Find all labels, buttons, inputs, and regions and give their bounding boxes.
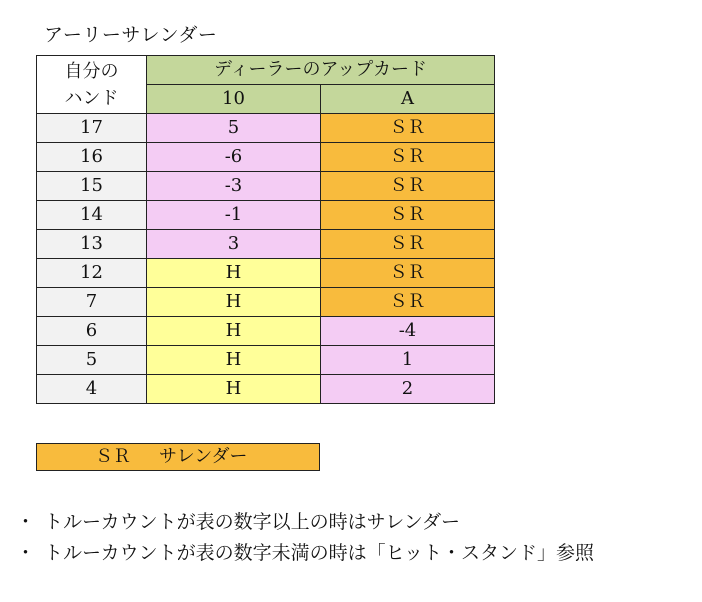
note-line	[16, 538, 594, 565]
dealer-a-cell: 1	[321, 346, 495, 375]
table-row	[37, 114, 495, 143]
dealer-upcard-header: ディーラーのアップカード	[147, 56, 495, 85]
legend-surrender	[36, 443, 320, 471]
dealer-10-cell: H	[147, 346, 321, 375]
dealer-a-cell: ＳＲ	[321, 288, 495, 317]
note-text: トルーカウントが表の数字未満の時は「ヒット・スタンド」参照	[44, 542, 595, 564]
hand-cell: 17	[37, 114, 147, 143]
hand-header-line2: ハンド	[64, 87, 119, 109]
table-row	[37, 201, 495, 230]
table-row	[37, 346, 495, 375]
dealer-10-cell: H	[147, 375, 321, 404]
dealer-10-cell: 5	[147, 114, 321, 143]
table-row	[37, 230, 495, 259]
hand-header-line1: 自分の	[64, 60, 119, 82]
table-row	[37, 375, 495, 404]
note-text: トルーカウントが表の数字以上の時はサレンダー	[44, 511, 461, 533]
dealer-10-cell: H	[147, 288, 321, 317]
dealer-10-cell: H	[147, 259, 321, 288]
hand-cell: 12	[37, 259, 147, 288]
dealer-a-cell: ＳＲ	[321, 259, 495, 288]
dealer-a-cell: ＳＲ	[321, 172, 495, 201]
hand-cell: 6	[37, 317, 147, 346]
dealer-a-cell: ＳＲ	[321, 230, 495, 259]
hand-header-cell	[37, 56, 147, 114]
hand-cell: 4	[37, 375, 147, 404]
dealer-10-cell: -3	[147, 172, 321, 201]
dealer-10-cell: -6	[147, 143, 321, 172]
dealer-column-10: 10	[147, 85, 321, 114]
dealer-a-cell: ＳＲ	[321, 114, 495, 143]
dealer-a-cell: 2	[321, 375, 495, 404]
dealer-10-cell: H	[147, 317, 321, 346]
dealer-a-cell: ＳＲ	[321, 201, 495, 230]
table-row	[37, 317, 495, 346]
note-bullet: ・	[16, 511, 36, 533]
dealer-column-a: A	[321, 85, 495, 114]
table-row	[37, 259, 495, 288]
hand-cell: 5	[37, 346, 147, 375]
hand-cell: 14	[37, 201, 147, 230]
hand-cell: 7	[37, 288, 147, 317]
table-row	[37, 172, 495, 201]
legend-text: サレンダー	[159, 446, 248, 467]
table-row	[37, 288, 495, 317]
note-bullet: ・	[16, 542, 36, 564]
table-row	[37, 143, 495, 172]
dealer-10-cell: -1	[147, 201, 321, 230]
hand-cell: 13	[37, 230, 147, 259]
note-line	[16, 507, 460, 534]
dealer-10-cell: 3	[147, 230, 321, 259]
hand-cell: 16	[37, 143, 147, 172]
header-row-1	[37, 56, 495, 85]
legend-code: ＳＲ	[95, 446, 131, 467]
dealer-a-cell: ＳＲ	[321, 143, 495, 172]
dealer-a-cell: -4	[321, 317, 495, 346]
surrender-table	[36, 55, 495, 404]
page-title: アーリーサレンダー	[44, 24, 218, 46]
hand-cell: 15	[37, 172, 147, 201]
